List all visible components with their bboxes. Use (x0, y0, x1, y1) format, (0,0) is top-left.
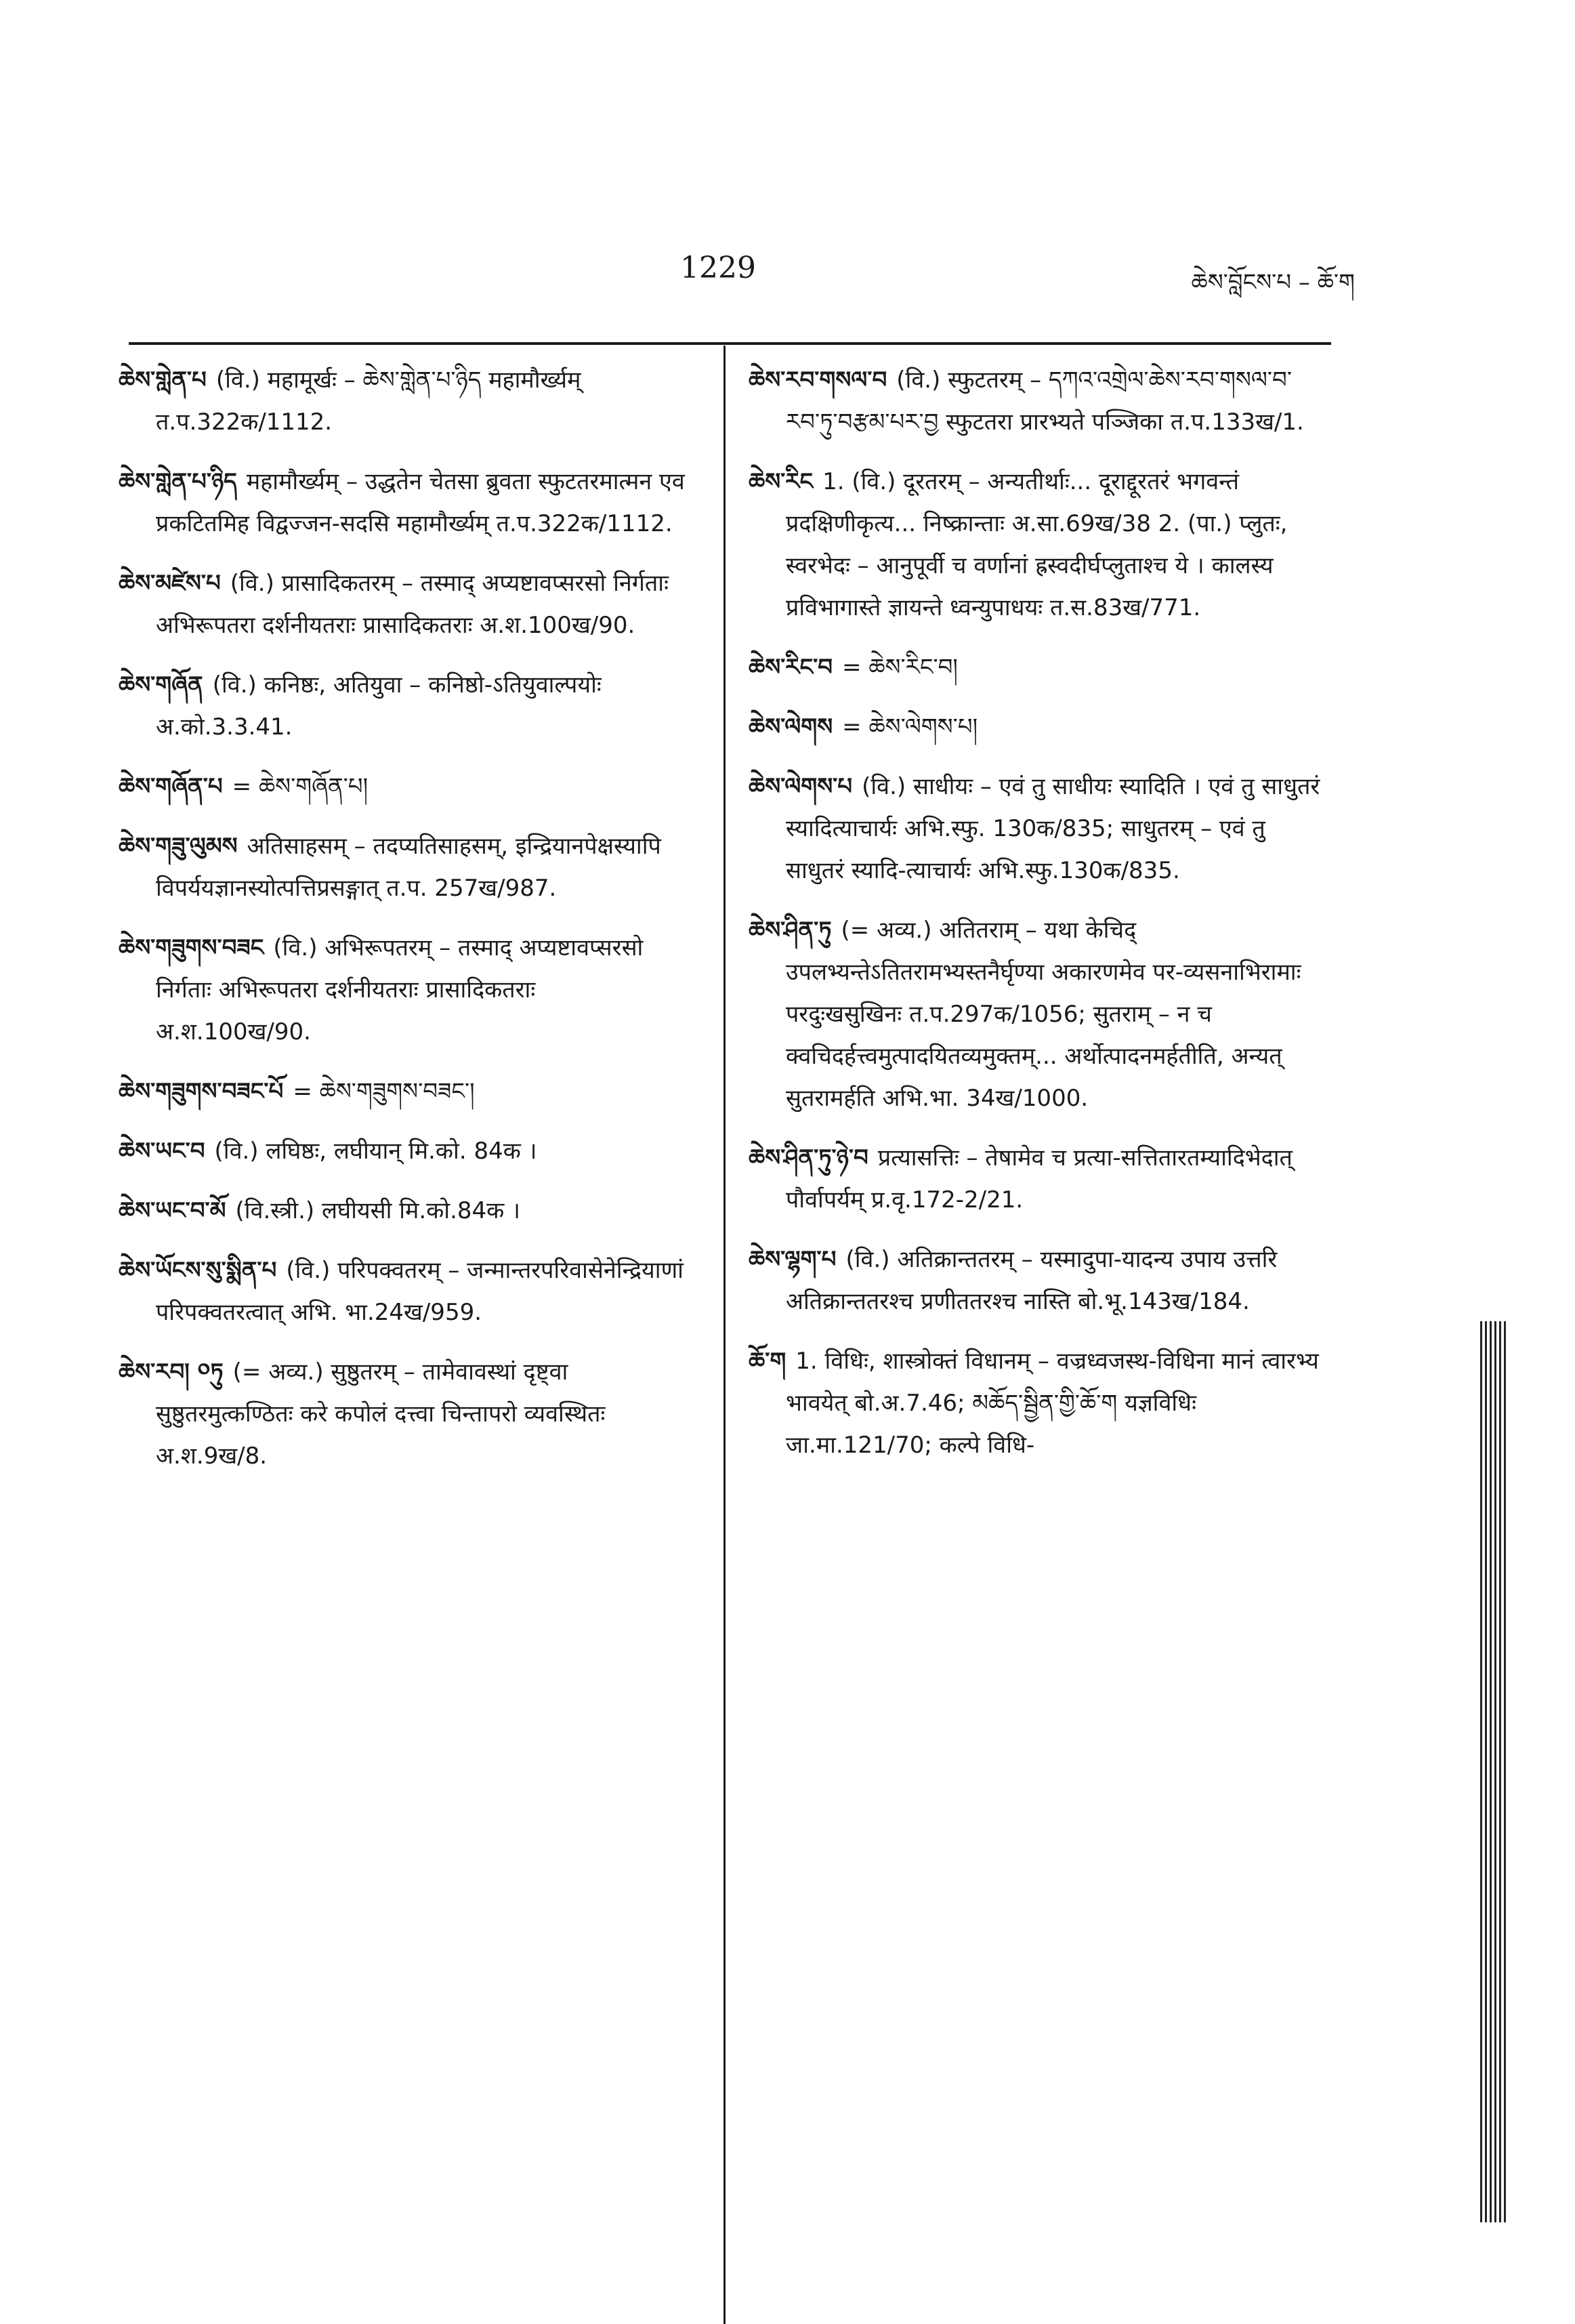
page-number: 1229 (680, 251, 756, 285)
dictionary-entry (749, 766, 1324, 892)
dictionary-entry (749, 706, 1324, 748)
entry-text: (= अव्य.) अतितराम् – यथा केचिद् उपलभ्यन्तेऽतितरामभ्यस्तनैर्घृण्या अकारणमेव पर-व्यसनाभिरामाः परदुःखसुखिनः त.प.297क/1056; सुतराम् – न च क्वचिदर्हत्त्वमुत्पादयितव्यमुक्तम्... अर्थोत्पादनमर्हतीति, अन्यत् सुतरामर्हति अभि.भा. 34ख/1000. (786, 917, 1301, 1112)
entry-text: = ཆེས་ལེགས་པ། (842, 713, 978, 741)
dictionary-entry (119, 1190, 694, 1232)
entry-headword: ཆེས་གླེན་པ་ཉིད (119, 468, 237, 495)
entry-text: (= अव्य.) सुष्ठुतरम् – तामेवावस्थां दृष्ट्वा सुष्ठुतरमुत्कण्ठितः करे कपोलं दत्त्वा चिन्तापरो व्यवस्थितः अ.श.9ख/8. (156, 1358, 606, 1470)
entry-headword: ཆེས་རིང་བ (749, 654, 833, 681)
entry-text: (वि.) महामूर्खः – ཆེས་གླེན་པ་ཉིད महामौर्ख्यम् त.प.322क/1112. (156, 367, 581, 436)
entry-headword: ཆེས་ཤིན་ཏུ་ཉེ་བ (749, 1144, 868, 1171)
entry-text: 1. (वि.) दूरतरम् – अन्यतीर्थाः... दूराद्दूरतरं भगवन्तं प्रदक्षिणीकृत्य... निष्क्रान्ताः अ.सा.69ख/38 2. (पा.) प्लुतः, स्वरभेदः – आनुपूर्वी च वर्णानां ह्रस्वदीर्घप्लुताश्च ये । कालस्य प्रविभागास्ते ज्ञायन्ते ध्वन्युपाधयः त.स.83ख/771. (786, 468, 1288, 621)
entry-headword: ཆེས་གཞོན (119, 671, 203, 699)
entry-text: (वि.) अतिक्रान्ततरम् – यस्मादुपा-यादन्य उपाय उत्तरि अतिक्रान्ततरश्च प्रणीततरश्च नास्ति बो.भू.143ख/184. (786, 1246, 1278, 1315)
entry-headword: ཆེས་ཤིན་ཏུ (749, 917, 832, 944)
dictionary-entry (119, 766, 694, 808)
dictionary-entry (749, 909, 1324, 1119)
entry-headword: ཆེས་ཡང་བ (119, 1138, 205, 1165)
entry-text: (वि.) अभिरूपतरम् – तस्माद् अप्यष्टावप्सरसो निर्गताः अभिरूपतरा दर्शनीयतराः प्रासादिकतराः अ.श.100ख/90. (156, 934, 644, 1045)
entry-headword: ཆེས་གཞོན་པ (119, 773, 223, 800)
entry-text: (वि.) साधीयः – एवं तु साधीयः स्यादिति । एवं तु साधुतरं स्यादित्याचार्यः अभि.स्फु. 130क/835; साधुतरम् – एवं तु साधुतरं स्यादि-त्याचार्यः अभि.स्फु.130क/835. (786, 773, 1320, 884)
entry-text: (वि.) परिपक्वतरम् – जन्मान्तरपरिवासेनेन्द्रियाणां परिपक्वतरत्वात् अभि. भा.24ख/959. (156, 1257, 684, 1326)
dictionary-entry (119, 927, 694, 1053)
entry-text: (वि.) कनिष्ठः, अतियुवा – कनिष्ठो-ऽतियुवाल्पयोः अ.को.3.3.41. (156, 671, 602, 741)
dictionary-entry (749, 359, 1324, 443)
dictionary-entry (749, 646, 1324, 688)
column-divider (723, 346, 726, 2324)
entry-headword: ཆོ་ག (749, 1348, 786, 1375)
entry-headword: ཆེས་མཛེས་པ (119, 570, 221, 597)
entry-headword: ཆེས་གཟུགས་བཟང་པོ (119, 1078, 284, 1105)
entry-headword: ཆེས་ལེགས (749, 713, 833, 741)
entry-headword: ཆེས་ལེགས་པ (749, 773, 853, 800)
scan-edge-marks (1480, 1321, 1507, 2222)
entry-headword: ཆེས་རབ་གསལ་བ (749, 367, 887, 394)
entry-text: (वि.) स्फुटतरम् – དཀའ་འགྲེལ་ཆེས་རབ་གསལ་བ་རབ་ཏུ་བརྩམ་པར་བྱ स्फुटतरा प्रारभ्यते पञ्जिका त.प.133ख/1. (786, 367, 1304, 436)
dictionary-entry (749, 1137, 1324, 1221)
entry-headword: ཆེས་རབ། ༠ཏུ (119, 1358, 224, 1386)
running-head: ཆེས་བློངས་པ – ཆོ་ག (1191, 269, 1355, 296)
left-column (119, 359, 694, 1495)
entry-text: (वि.) प्रासादिकतरम् – तस्माद् अप्यष्टावप्सरसो निर्गताः अभिरूपतरा दर्शनीयतराः प्रासादिकतराः अ.श.100ख/90. (156, 570, 669, 639)
dictionary-entry (119, 1071, 694, 1113)
dictionary-entry (119, 1249, 694, 1333)
entry-headword: ཆེས་ཡང་བ་མོ (119, 1197, 226, 1224)
entry-headword: ཆེས་གཟུ་ལུམས (119, 833, 238, 860)
dictionary-entry (119, 1130, 694, 1172)
entry-text: महामौर्ख्यम् – उद्धतेन चेतसा ब्रुवता स्फुटतरमात्मन एव प्रकटितमिह विद्वज्जन-सदसि महामौर्ख्यम् त.प.322क/1112. (156, 468, 685, 537)
entry-headword: ཆེས་གཟུགས་བཟང (119, 934, 264, 961)
entry-text: (वि.) लघिष्ठः, लघीयान् मि.को. 84क । (214, 1138, 537, 1165)
entry-text: = ཆེས་གཟུགས་བཟང་། (293, 1078, 475, 1105)
header-rule (129, 342, 1331, 345)
dictionary-entry (119, 825, 694, 909)
dictionary-entry (749, 1239, 1324, 1323)
entry-text: प्रत्यासत्तिः – तेषामेव च प्रत्या-सत्तितारतम्यादिभेदात् पौर्वापर्यम् प्र.वृ.172-2/21. (786, 1144, 1293, 1213)
entry-text: = ཆེས་རིང་བ། (842, 654, 958, 681)
dictionary-entry (119, 461, 694, 545)
dictionary-entry (749, 461, 1324, 629)
entry-text: (वि.स्त्री.) लघीयसी मि.को.84क । (235, 1197, 520, 1224)
entry-headword: ཆེས་ཡོངས་སུ་སྨིན་པ (119, 1257, 277, 1284)
dictionary-entry (119, 562, 694, 646)
entry-headword: ཆེས་གླེན་པ (119, 367, 207, 394)
dictionary-entry (749, 1340, 1324, 1466)
dictionary-entry (119, 664, 694, 748)
right-column (749, 359, 1324, 1484)
dictionary-entry (119, 359, 694, 443)
entry-headword: ཆེས་ལྷག་པ (749, 1246, 837, 1273)
entry-headword: ཆེས་རིང (749, 468, 814, 495)
entry-text: 1. विधिः, शास्त्रोक्तं विधानम् – वज्रध्वजस्थ-विधिना मानं त्वारभ्य भावयेत् बो.अ.7.46; མཆོད་སྦྱིན་གྱི་ཆོ་ག यज्ञविधिः जा.मा.121/70; कल्पे विधि- (786, 1348, 1319, 1459)
dictionary-entry (119, 1351, 694, 1477)
entry-text: = ཆེས་གཞོན་པ། (232, 773, 369, 800)
entry-text: अतिसाहसम् – तदप्यतिसाहसम्, इन्द्रियानपेक्षस्यापि विपर्ययज्ञानस्योत्पत्तिप्रसङ्गात् त.प. 257ख/987. (156, 833, 661, 902)
